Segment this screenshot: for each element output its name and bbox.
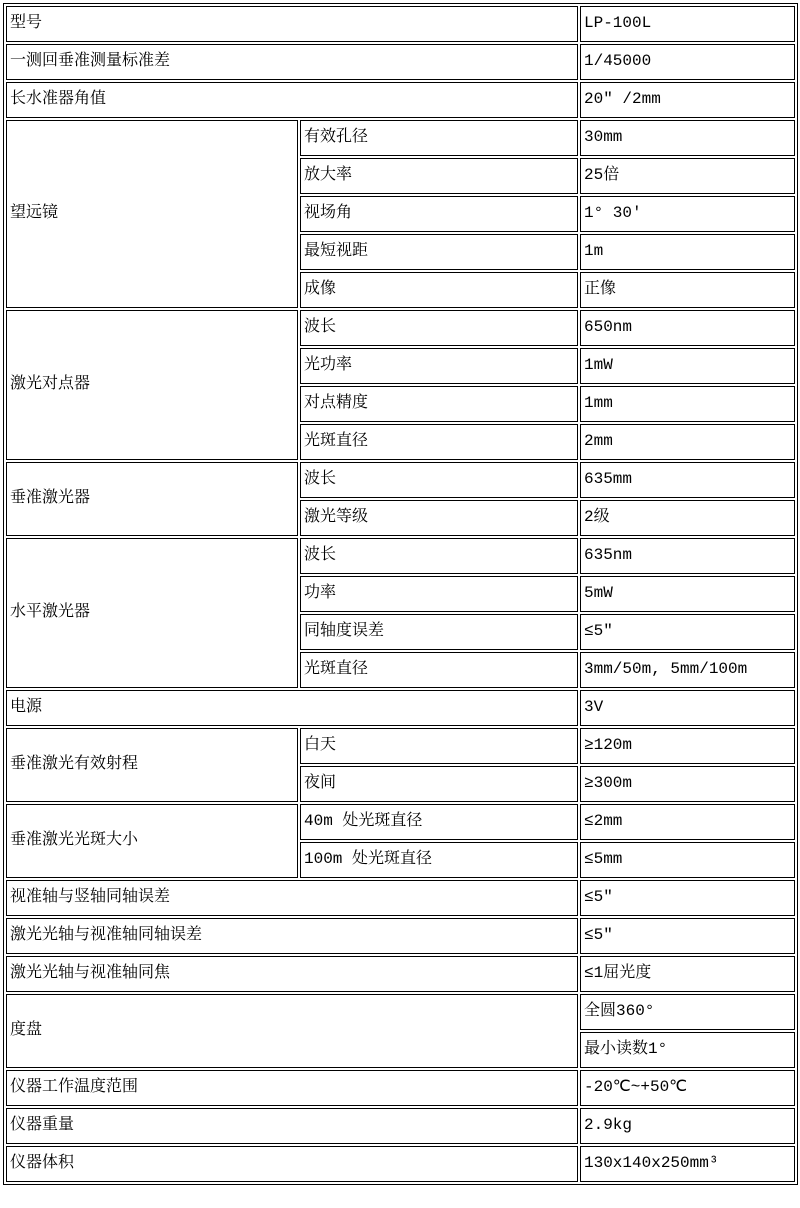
spec-sublabel-plummet-wavelength: 波长 — [300, 310, 578, 346]
spec-label-level-vial: 长水准器角值 — [6, 82, 578, 118]
spec-row-sight-vertical-axis-error — [6, 880, 795, 916]
spec-value-horizontal-power: 5mW — [580, 576, 795, 612]
spec-row-plummet-wavelength — [6, 310, 795, 346]
spec-sublabel-horizontal-power: 功率 — [300, 576, 578, 612]
spec-row-horizontal-laser-wavelength — [6, 538, 795, 574]
spec-table — [3, 3, 798, 1185]
spec-row-weight — [6, 1108, 795, 1144]
spec-value-min-focus: 1m — [580, 234, 795, 270]
spec-row-dimensions — [6, 1146, 795, 1182]
spec-sublabel-spot-40m: 40m 处光斑直径 — [300, 804, 578, 840]
spec-sublabel-magnification: 放大率 — [300, 158, 578, 194]
spec-sublabel-plummet-accuracy: 对点精度 — [300, 386, 578, 422]
spec-value-magnification: 25倍 — [580, 158, 795, 194]
spec-row-level-vial — [6, 82, 795, 118]
spec-sublabel-spot-100m: 100m 处光斑直径 — [300, 842, 578, 878]
spec-value-daytime-range: ≥120m — [580, 728, 795, 764]
spec-value-aperture: 30mm — [580, 120, 795, 156]
spec-value-vertical-wavelength: 635mm — [580, 462, 795, 498]
spec-value-plumb-stddev: 1/45000 — [580, 44, 795, 80]
spec-label-weight: 仪器重量 — [6, 1108, 578, 1144]
spec-sublabel-coaxiality-error: 同轴度误差 — [300, 614, 578, 650]
spec-row-temperature-range — [6, 1070, 795, 1106]
spec-sublabel-laser-class: 激光等级 — [300, 500, 578, 536]
spec-label-plumb-stddev: 一测回垂准测量标准差 — [6, 44, 578, 80]
spec-sublabel-daytime: 白天 — [300, 728, 578, 764]
spec-value-plummet-accuracy: 1mm — [580, 386, 795, 422]
spec-group-laser-plummet: 激光对点器 — [6, 310, 298, 460]
spec-value-power-supply: 3V — [580, 690, 795, 726]
spec-value-circle-min-reading: 最小读数1° — [580, 1032, 795, 1068]
spec-value-fov: 1° 30′ — [580, 196, 795, 232]
spec-value-level-vial: 20″ /2mm — [580, 82, 795, 118]
spec-label-temperature-range: 仪器工作温度范围 — [6, 1070, 578, 1106]
spec-row-circle-full — [6, 994, 795, 1030]
spec-value-sight-vertical-axis-error: ≤5″ — [580, 880, 795, 916]
spec-sublabel-night: 夜间 — [300, 766, 578, 802]
spec-value-plummet-wavelength: 650nm — [580, 310, 795, 346]
spec-value-horizontal-spot: 3mm/50m, 5mm/100m — [580, 652, 795, 688]
spec-row-vertical-laser-wavelength — [6, 462, 795, 498]
spec-value-laser-sight-axis-error: ≤5″ — [580, 918, 795, 954]
spec-group-effective-range: 垂准激光有效射程 — [6, 728, 298, 802]
spec-sublabel-fov: 视场角 — [300, 196, 578, 232]
spec-row-range-day — [6, 728, 795, 764]
spec-label-dimensions: 仪器体积 — [6, 1146, 578, 1182]
spec-value-laser-class: 2级 — [580, 500, 795, 536]
spec-value-image: 正像 — [580, 272, 795, 308]
spec-label-power-supply: 电源 — [6, 690, 578, 726]
spec-value-model: LP-100L — [580, 6, 795, 42]
spec-label-confocal: 激光光轴与视准轴同焦 — [6, 956, 578, 992]
spec-label-model: 型号 — [6, 6, 578, 42]
spec-value-spot-40m: ≤2mm — [580, 804, 795, 840]
spec-row-model — [6, 6, 795, 42]
spec-sublabel-plummet-power: 光功率 — [300, 348, 578, 384]
spec-value-plummet-power: 1mW — [580, 348, 795, 384]
spec-sublabel-min-focus: 最短视距 — [300, 234, 578, 270]
spec-label-sight-vertical-axis-error: 视准轴与竖轴同轴误差 — [6, 880, 578, 916]
spec-sublabel-aperture: 有效孔径 — [300, 120, 578, 156]
spec-sublabel-horizontal-wavelength: 波长 — [300, 538, 578, 574]
spec-group-telescope: 望远镜 — [6, 120, 298, 308]
spec-sublabel-plummet-spot: 光斑直径 — [300, 424, 578, 460]
spec-sublabel-horizontal-spot: 光斑直径 — [300, 652, 578, 688]
spec-row-spot-40m — [6, 804, 795, 840]
spec-value-horizontal-wavelength: 635nm — [580, 538, 795, 574]
spec-label-laser-sight-axis-error: 激光光轴与视准轴同轴误差 — [6, 918, 578, 954]
spec-group-spot-size: 垂准激光光斑大小 — [6, 804, 298, 878]
spec-group-circle: 度盘 — [6, 994, 578, 1068]
spec-row-power-supply — [6, 690, 795, 726]
spec-value-plummet-spot: 2mm — [580, 424, 795, 460]
spec-value-confocal: ≤1屈光度 — [580, 956, 795, 992]
spec-sublabel-image: 成像 — [300, 272, 578, 308]
spec-value-circle-full: 全圆360° — [580, 994, 795, 1030]
spec-value-spot-100m: ≤5mm — [580, 842, 795, 878]
spec-value-night-range: ≥300m — [580, 766, 795, 802]
spec-row-plumb-stddev — [6, 44, 795, 80]
spec-row-telescope-aperture — [6, 120, 795, 156]
spec-row-laser-sight-axis-error — [6, 918, 795, 954]
spec-row-confocal — [6, 956, 795, 992]
spec-group-horizontal-laser: 水平激光器 — [6, 538, 298, 688]
spec-value-coaxiality-error: ≤5″ — [580, 614, 795, 650]
spec-value-temperature-range: -20℃~+50℃ — [580, 1070, 795, 1106]
spec-group-vertical-laser: 垂准激光器 — [6, 462, 298, 536]
spec-value-dimensions: 130x140x250mm³ — [580, 1146, 795, 1182]
spec-value-weight: 2.9kg — [580, 1108, 795, 1144]
spec-sublabel-vertical-wavelength: 波长 — [300, 462, 578, 498]
